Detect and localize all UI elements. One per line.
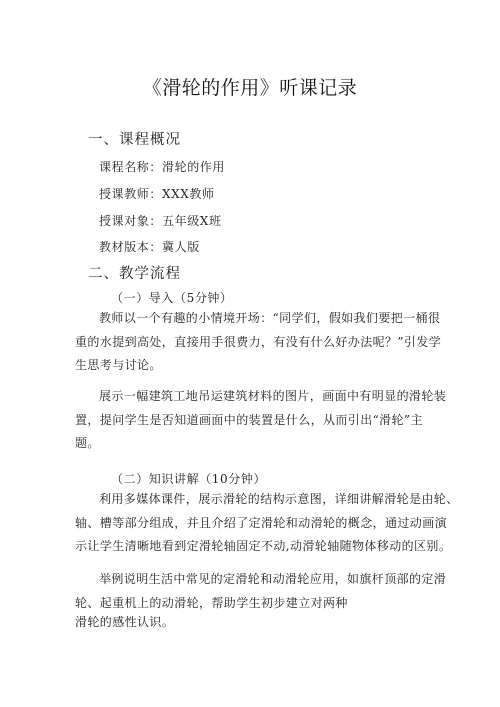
- document-title: 《滑轮的作用》听课记录: [142, 77, 358, 99]
- section-heading-process: 二、教学流程: [88, 266, 181, 282]
- text-line: 展示一幅建筑工地吊运建筑材料的图片，画面中有明显的滑轮装: [99, 389, 447, 403]
- subsection-heading-intro: （一）导入（5分钟）: [111, 291, 233, 305]
- course-edition: 教材版本：冀人版: [99, 240, 200, 254]
- text-line: 生思考与讨论。: [75, 358, 162, 372]
- text-line: 示让学生清晰地看到定滑轮轴固定不动,动滑轮轴随物体移动的区别。: [75, 539, 452, 553]
- paragraph-intro-1: [75, 307, 442, 378]
- paragraph-intro-2: [75, 385, 447, 456]
- text-line: 轴、槽等部分组成，并且介绍了定滑轮和动滑轮的概念，通过动画演: [75, 515, 448, 530]
- text-line: 滑轮的感性认识。: [75, 615, 175, 629]
- text-line: 题。: [75, 436, 100, 450]
- text-line: 重的水提到高处，直接用手很费力，有没有什么好办法呢？”引发学: [75, 334, 442, 349]
- course-audience: 授课对象：五年级X班: [99, 214, 222, 228]
- text-line: 置，提问学生是否知道画面中的装置是什么，从而引出“滑轮”主: [75, 412, 423, 427]
- paragraph-lecture-1: [75, 488, 459, 559]
- course-teacher: 授课教师：XXX教师: [99, 187, 215, 201]
- text-line: 举例说明生活中常见的定滑轮和动滑轮应用，如旗杆顶部的定滑: [99, 572, 447, 586]
- course-name: 课程名称：滑轮的作用: [99, 160, 226, 174]
- paragraph-lecture-2: [75, 568, 447, 635]
- text-line: 教师以一个有趣的小情境开场：“同学们，假如我们要把一桶很: [99, 311, 441, 325]
- subsection-heading-lecture: （二）知识讲解（10分钟）: [111, 472, 267, 486]
- text-line: 利用多媒体课件，展示滑轮的结构示意图，详细讲解滑轮是由轮、: [99, 492, 459, 506]
- text-line: 轮、起重机上的动滑轮，帮助学生初步建立对两种: [75, 595, 348, 610]
- section-heading-overview: 一、课程概况: [88, 132, 181, 148]
